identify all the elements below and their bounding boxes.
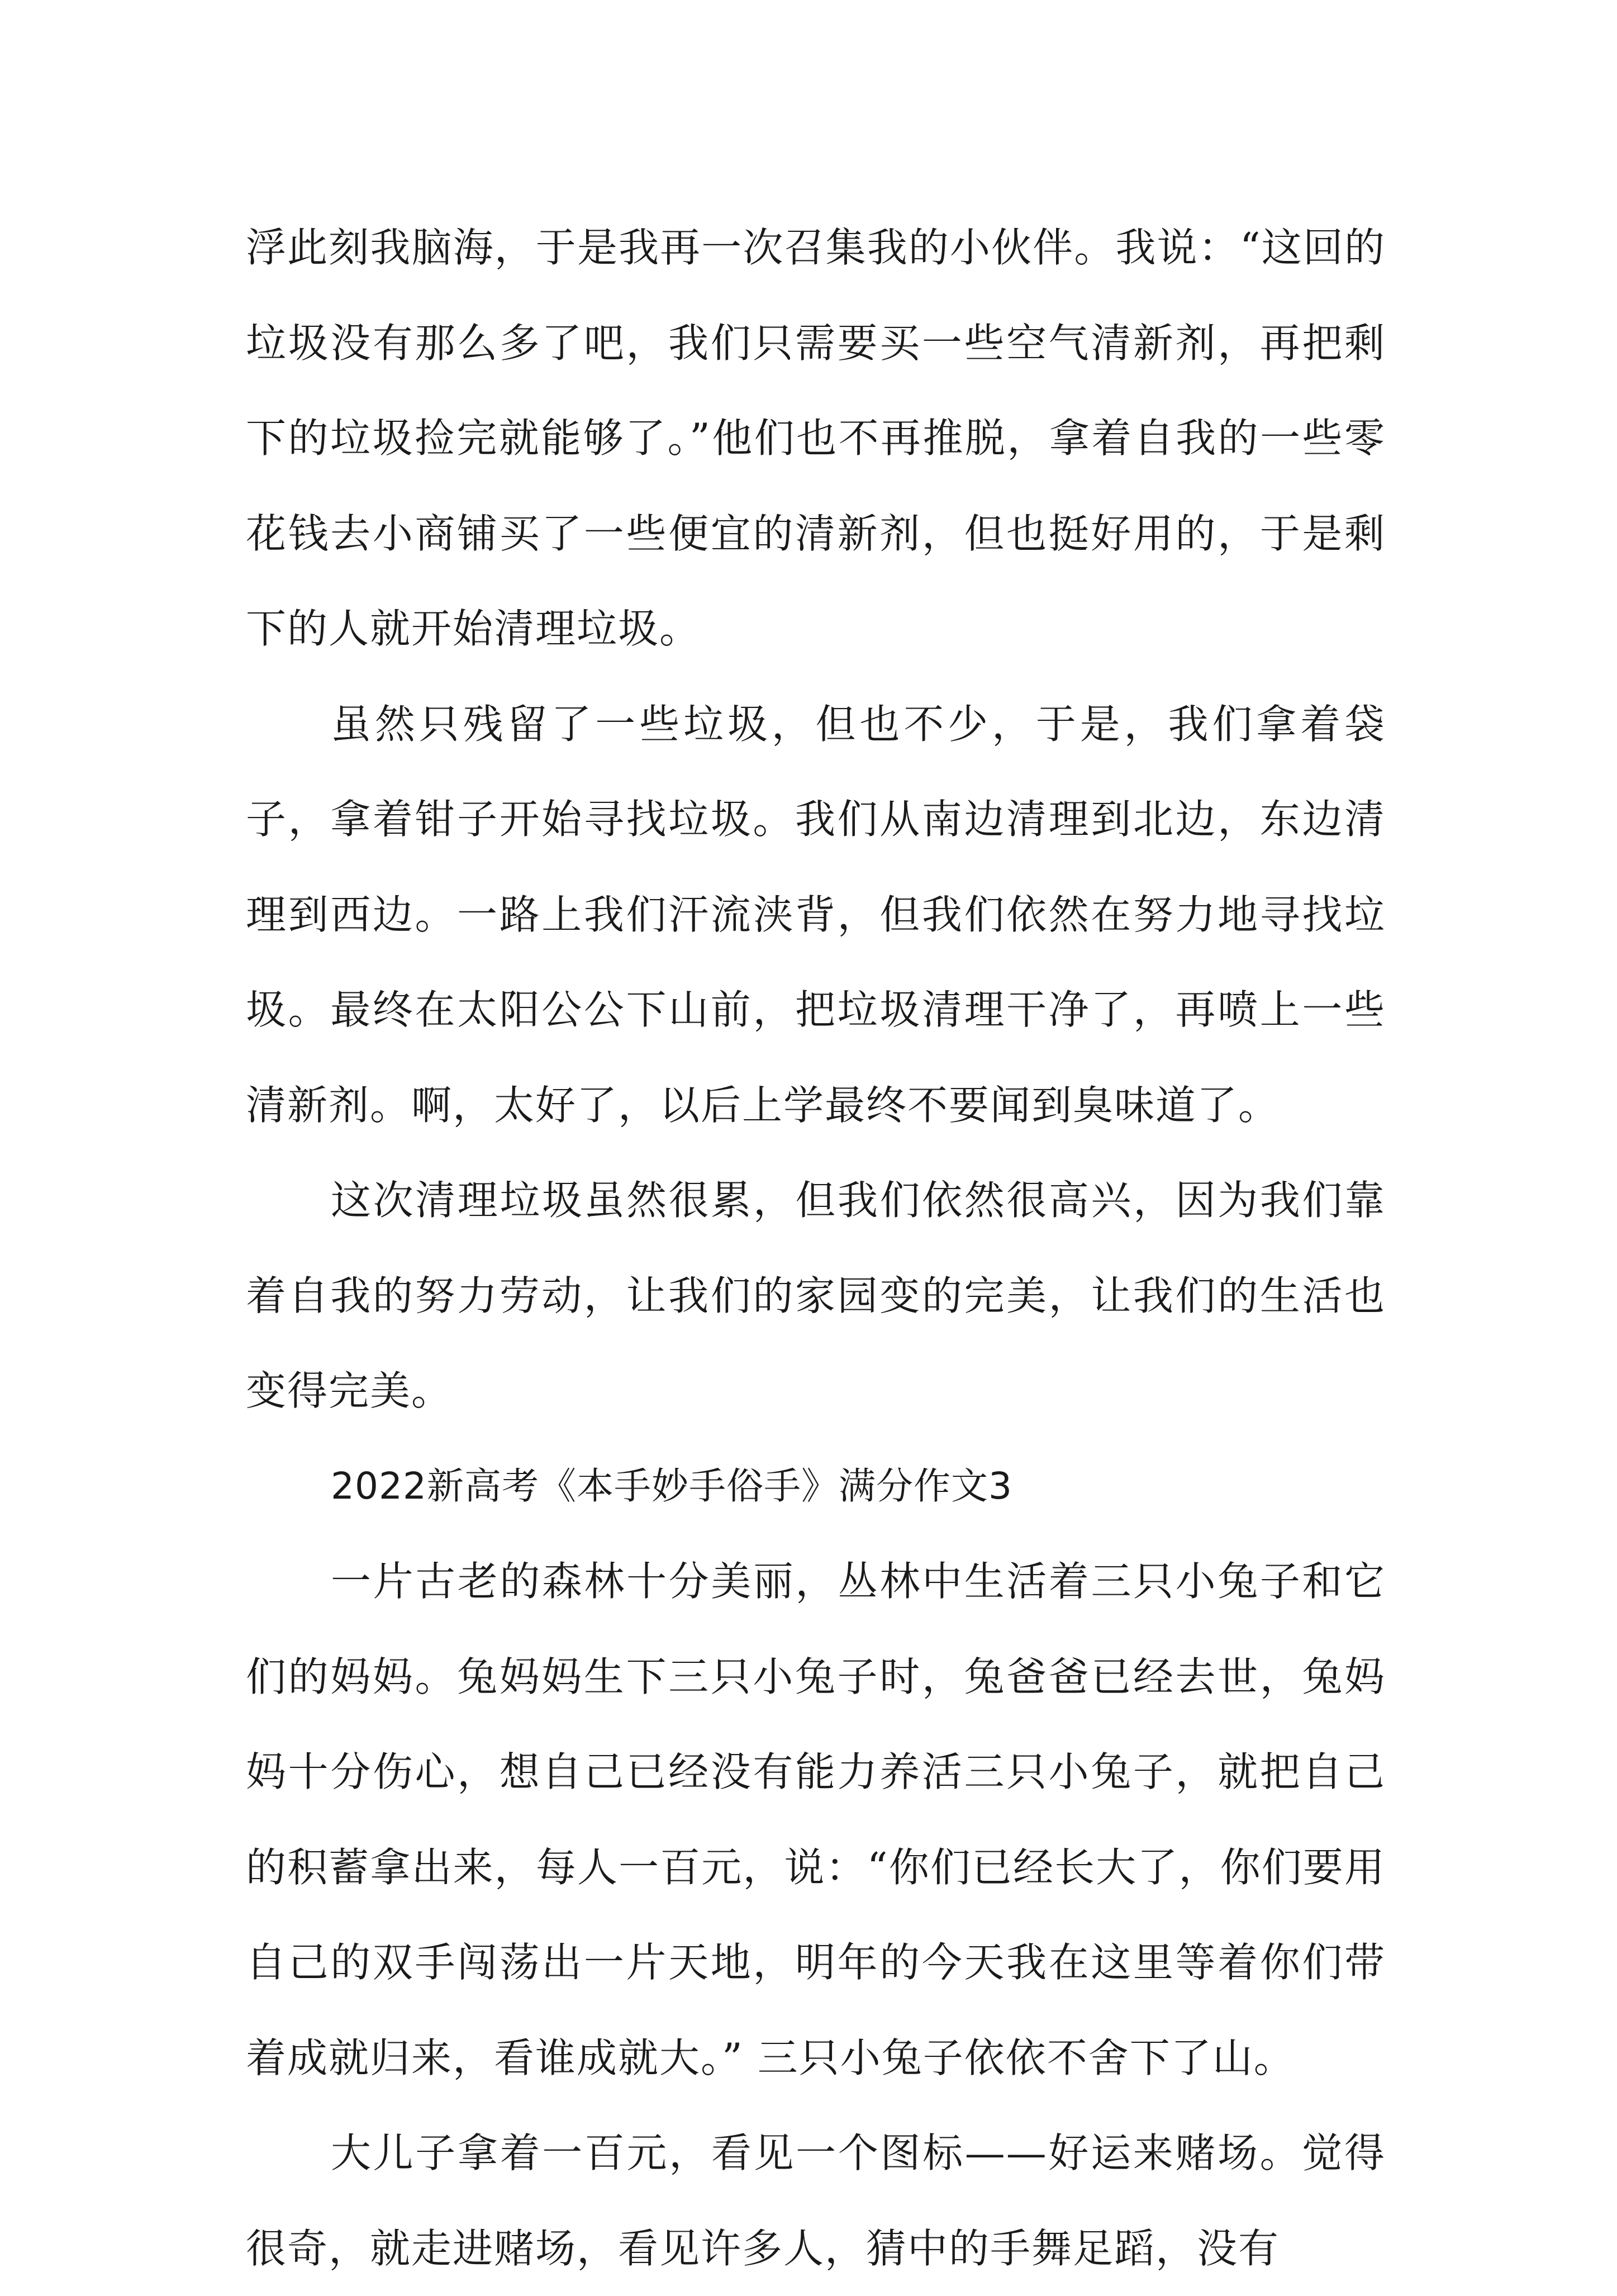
paragraph: 虽然只残留了一些垃圾，但也不少，于是，我们拿着袋子，拿着钳子开始寻找垃圾。我们从南边清理到北边，东边清理到西边。一路上我们汗流浃背，但我们依然在努力地寻找垃圾。最终在太阳公公下山前，把垃圾清理干净了，再喷上一些清新剂。啊，太好了，以后上学最终不要闻到臭味道了。	[246, 700, 1386, 1129]
paragraph-continued: 浮此刻我脑海，于是我再一次召集我的小伙伴。我说：“这回的垃圾没有那么多了吧，我们只需要买一些空气清新剂，再把剩下的垃圾捡完就能够了。”他们也不再推脱，拿着自我的一些零花钱去小商铺买了一些便宜的清新剂，但也挺好用的，于是剩下的人就开始清理垃圾。	[246, 224, 1386, 652]
paragraph: 大儿子拿着一百元，看见一个图标——好运来赌场。觉得很奇，就走进赌场，看见许多人，猜中的手舞足蹈，没有	[246, 2129, 1386, 2272]
essay-title: 2022新高考《本手妙手俗手》满分作文3	[331, 1464, 1012, 1508]
paragraph: 这次清理垃圾虽然很累，但我们依然很高兴，因为我们靠着自我的努力劳动，让我们的家园变的完美，让我们的生活也变得完美。	[246, 1177, 1386, 1414]
document-body	[246, 200, 1386, 2296]
paragraph: 一片古老的森林十分美丽，丛林中生活着三只小兔子和它们的妈妈。兔妈妈生下三只小兔子时，兔爸爸已经去世，兔妈妈十分伤心，想自己已经没有能力养活三只小兔子，就把自己的积蓄拿出来，每人一百元，说：“你们已经长大了，你们要用自己的双手闯荡出一片天地，明年的今天我在这里等着你们带着成就归来，看谁成就大。” 三只小兔子依依不舍下了山。	[246, 1558, 1386, 2081]
